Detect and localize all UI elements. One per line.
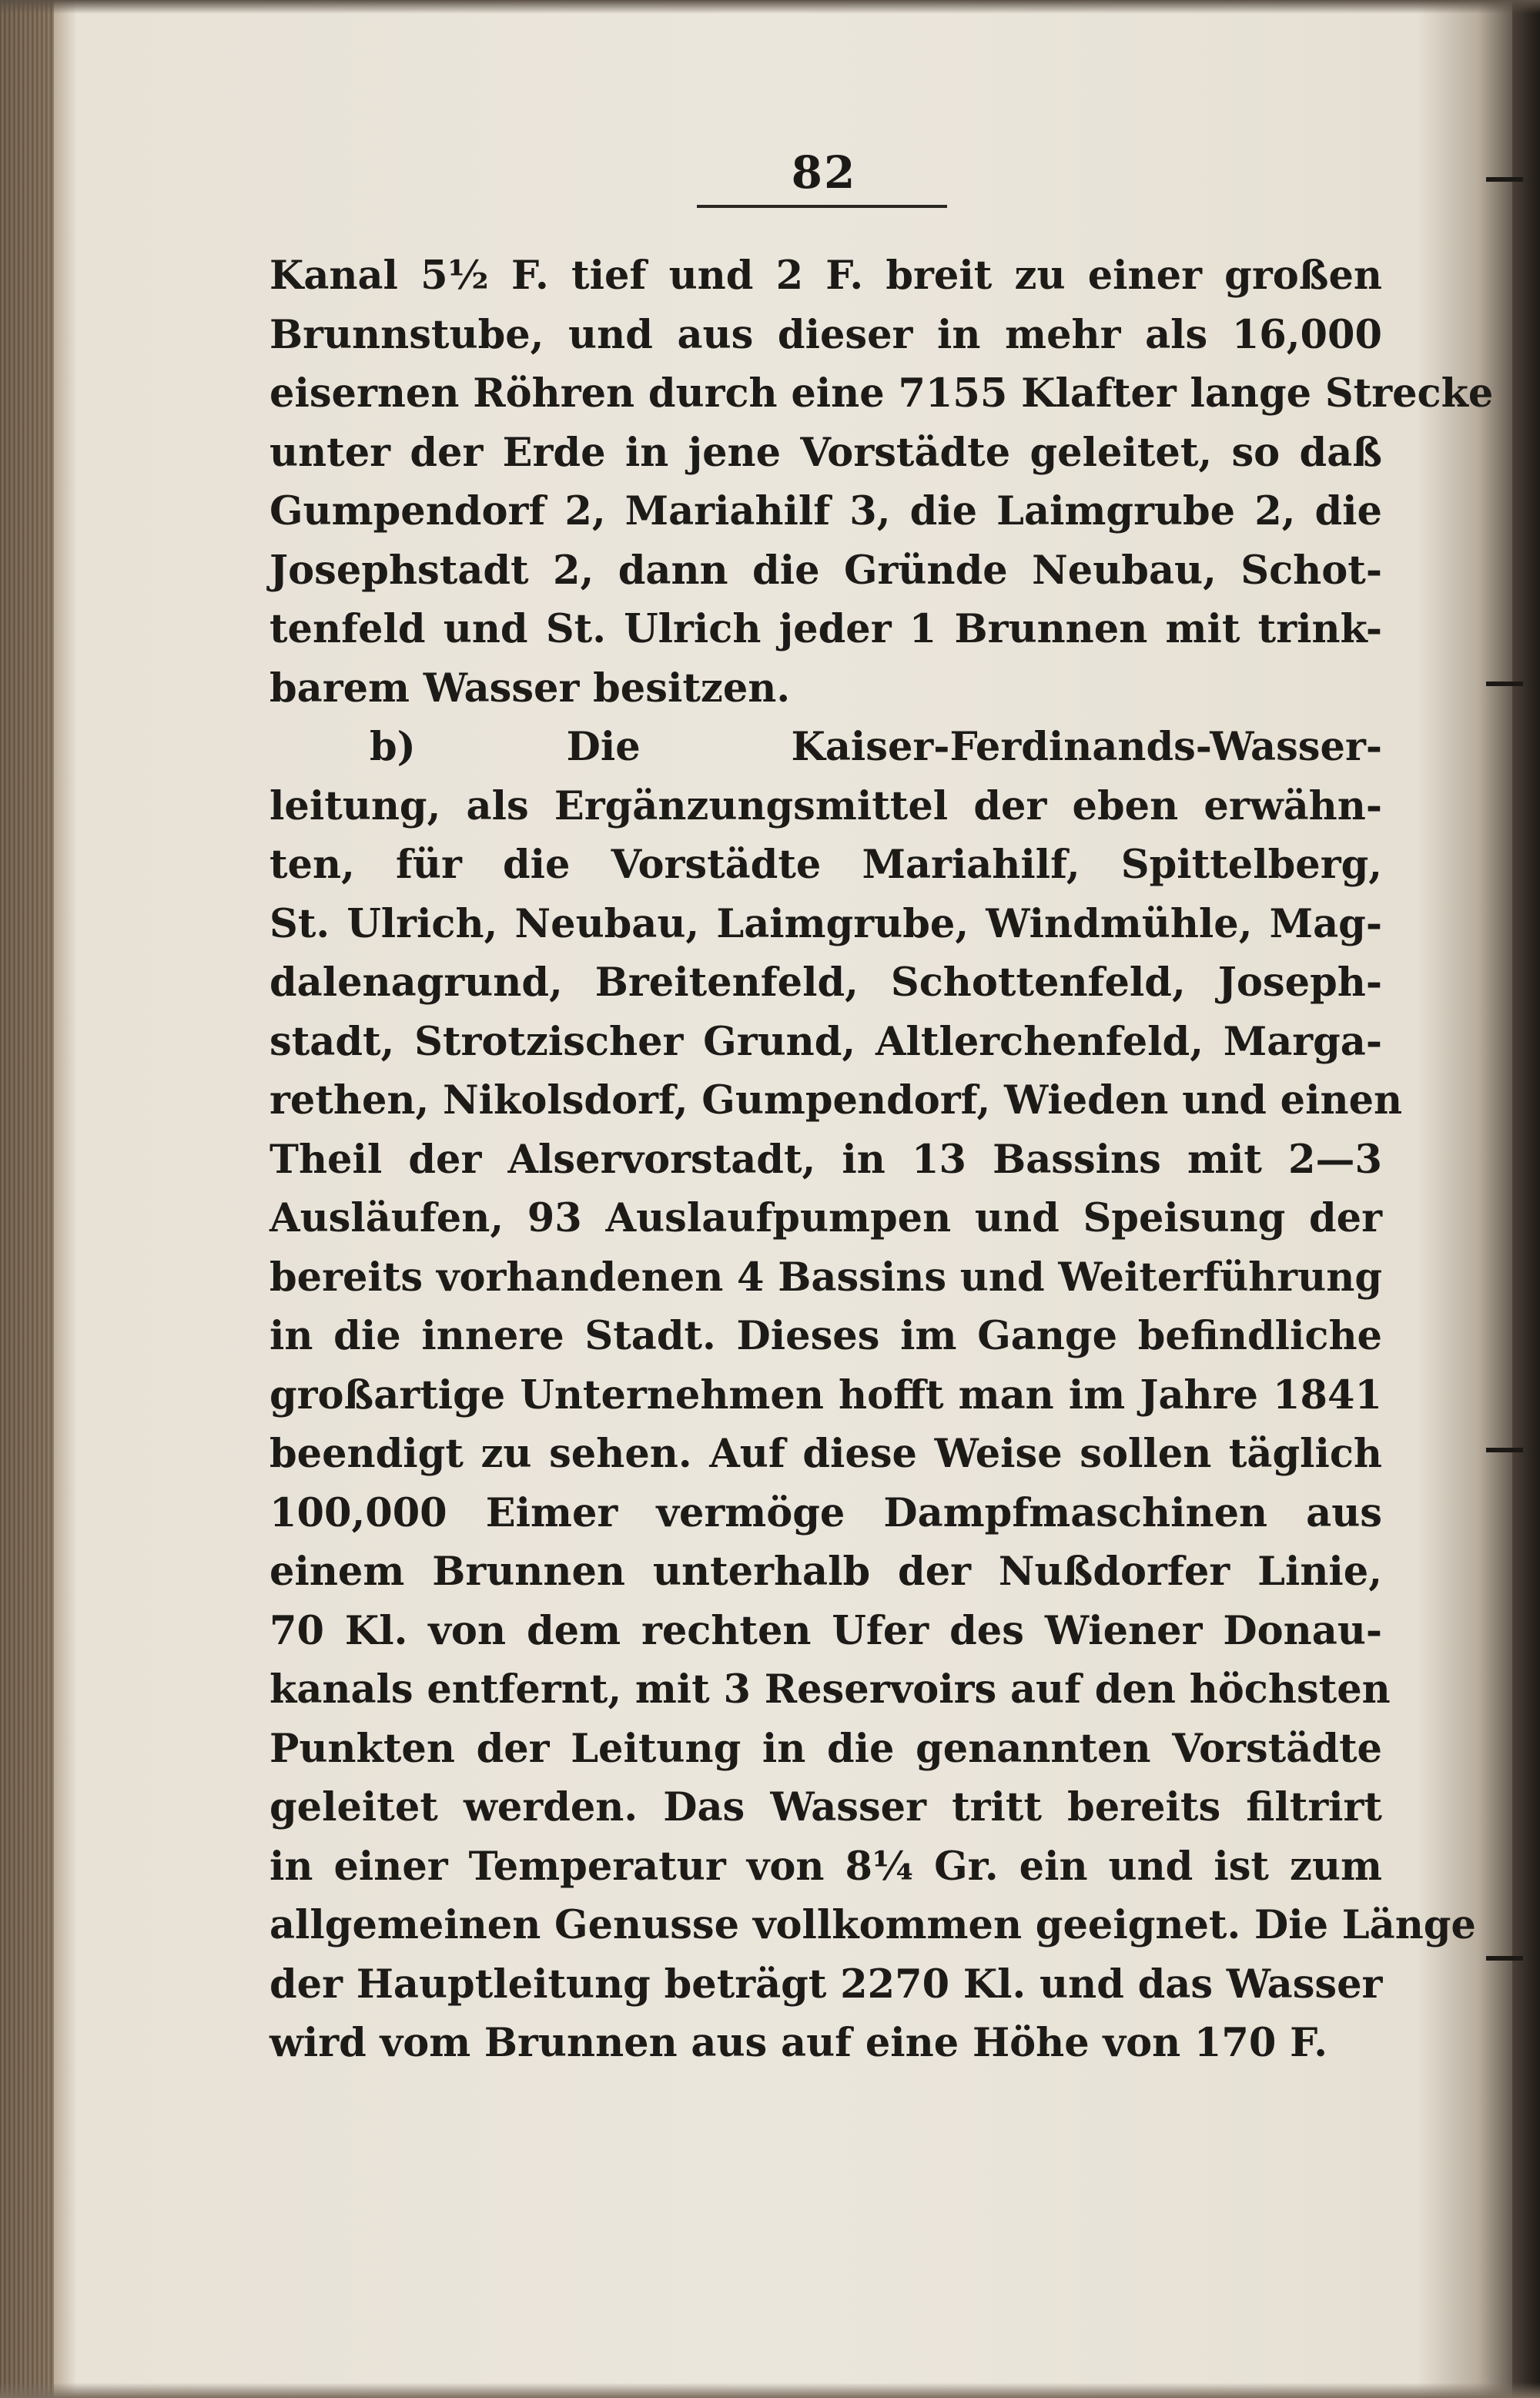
text-line: leitung, als Ergänzungsmittel der eben erwähn- [270, 782, 1382, 829]
text-line: 100,000 Eimer vermöge Dampfmaschinen aus [270, 1489, 1382, 1536]
text-line: Ausläufen, 93 Auslaufpumpen und Speisung der [270, 1195, 1382, 1241]
page-edge-left [0, 0, 54, 2398]
text-line: wird vom Brunnen aus auf eine Höhe von 170 F. [270, 2020, 1327, 2066]
text-line: allgemeinen Genusse vollkommen geeignet. Die Länge [270, 1902, 1476, 1948]
text-line: der Hauptleitung beträgt 2270 Kl. und das Wasser [270, 1961, 1383, 2008]
text-line: in einer Temperatur von 8¼ Gr. ein und ist zum [270, 1843, 1382, 1890]
text-line: Brunnstube, und aus dieser in mehr als 16,000 [270, 311, 1382, 358]
body-text [270, 246, 1494, 2073]
text-line: dalenagrund, Breitenfeld, Schottenfeld, Joseph- [270, 960, 1382, 1006]
text-line: stadt, Strotzischer Grund, Altlerchenfeld, Marga- [270, 1018, 1382, 1065]
text-line: Josephstadt 2, dann die Gründe Neubau, Schot- [270, 547, 1382, 594]
text-line: ten, für die Vorstädte Mariahilf, Spittelberg, [270, 842, 1382, 888]
text-line: Theil der Alservorstadt, in 13 Bassins mit 2—3 [270, 1136, 1382, 1183]
text-line: Gumpendorf 2, Mariahilf 3, die Laimgrube 2, die [270, 488, 1382, 534]
text-line: Kanal 5½ F. tief und 2 F. breit zu einer großen [270, 253, 1382, 299]
text-line: kanals entfernt, mit 3 Reservoirs auf den höchsten [270, 1666, 1391, 1713]
text-line: in die innere Stadt. Dieses im Gange befindliche [270, 1313, 1382, 1359]
text-line: großartige Unternehmen hofft man im Jahre 1841 [270, 1371, 1382, 1418]
binding-thread [1486, 177, 1523, 182]
bottom-shadow [0, 2383, 1540, 2398]
binding-thread [1486, 682, 1523, 686]
text-line: geleitet werden. Das Wasser tritt bereits filtrirt [270, 1784, 1382, 1830]
binding-thread [1486, 1956, 1523, 1961]
text-line: unter der Erde in jene Vorstädte geleitet, so daß [270, 429, 1382, 476]
text-line: rethen, Nikolsdorf, Gumpendorf, Wieden und einen [270, 1077, 1403, 1124]
text-line: barem Wasser besitzen. [270, 665, 791, 712]
text-line: eisernen Röhren durch eine 7155 Klafter lange Strecke [270, 370, 1494, 417]
header-rule [697, 205, 947, 208]
text-line: beendigt zu sehen. Auf diese Weise sollen täglich [270, 1431, 1382, 1477]
page-number: 82 [791, 146, 857, 199]
text-line: Punkten der Leitung in die genannten Vorstädte [270, 1725, 1382, 1772]
text-line: St. Ulrich, Neubau, Laimgrube, Windmühle, Mag- [270, 900, 1382, 947]
top-shadow [0, 0, 1540, 14]
page-edge-right [1512, 0, 1540, 2398]
binding-thread [1486, 1448, 1523, 1452]
text-line: 70 Kl. von dem rechten Ufer des Wiener Donau- [270, 1607, 1382, 1654]
text-line: b) Die Kaiser-Ferdinands-Wasser- [370, 724, 1382, 770]
text-line: bereits vorhandenen 4 Bassins und Weiterführung [270, 1254, 1382, 1301]
text-line: einem Brunnen unterhalb der Nußdorfer Linie, [270, 1549, 1382, 1595]
text-line: tenfeld und St. Ulrich jeder 1 Brunnen mit trink- [270, 606, 1382, 652]
